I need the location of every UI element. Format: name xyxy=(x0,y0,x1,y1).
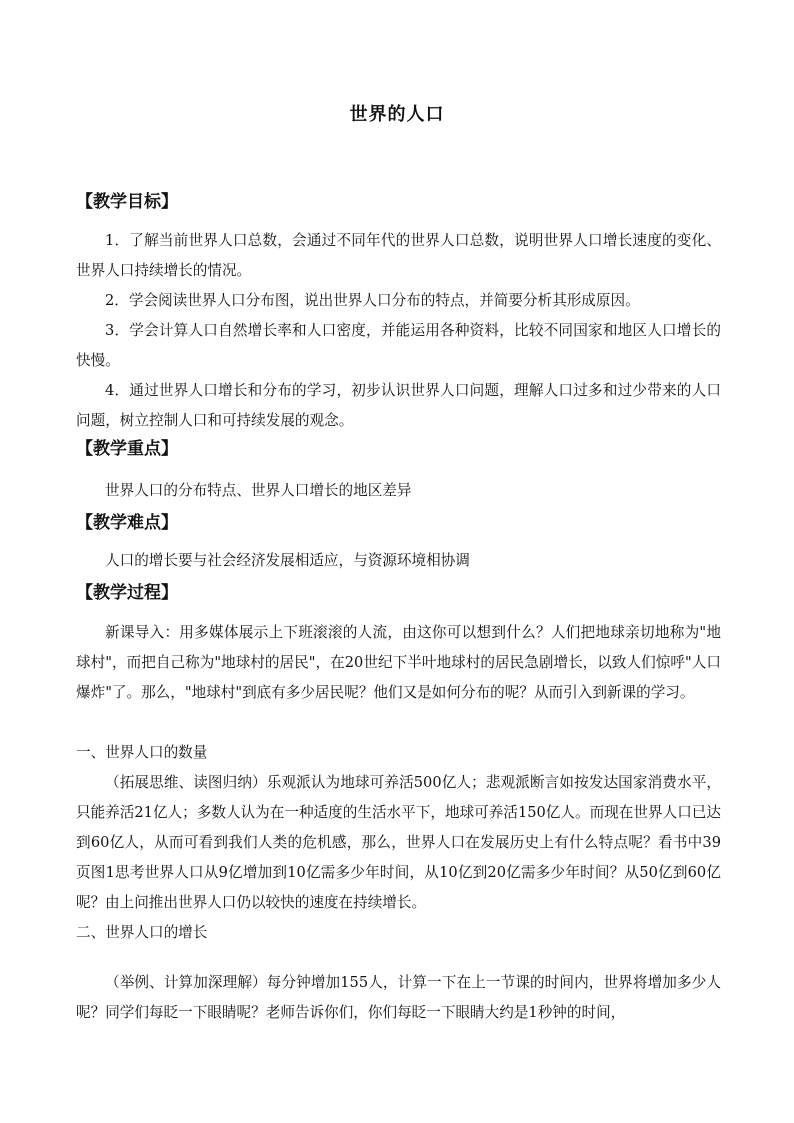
objective-item-2: 2．学会阅读世界人口分布图，说出世界人口分布的特点，并简要分析其形成原因。 xyxy=(105,292,640,309)
objective-item-4: 4．通过世界人口增长和分布的学习，初步认识世界人口问题，理解人口过多和过少带来的人口问题，树立控制人口和可持续发展的观念。 xyxy=(76,382,721,429)
part2-heading: 二、世界人口的增长 xyxy=(76,924,208,941)
difficulties-heading: 【教学难点】 xyxy=(76,513,178,533)
part2-paragraph: （举例、计算加深理解）每分钟增加155人，计算一下在上一节课的时间内，世界将增加多少人呢？同学们每眨一下眼睛呢？老师告诉你们，你们每眨一下眼睛大约是1秒钟的时间， xyxy=(76,974,721,1021)
objective-item-1: 1．了解当前世界人口总数，会通过不同年代的世界人口总数，说明世界人口增长速度的变化、世界人口持续增长的情况。 xyxy=(76,232,721,279)
part1-heading: 一、世界人口的数量 xyxy=(76,744,208,761)
part1-paragraph: （拓展思维、读图归纳）乐观派认为地球可养活500亿人；悲观派断言如按发达国家消费水平，只能养活21亿人；多数人认为在一种适度的生活水平下，地球可养活150亿人。而现在世界人口已达到60亿人，从而可看到我们人类的危机感，那么，世界人口在发展历史上有什么特点呢？看书中39页图1思考世界人口从9亿增加到10亿需多少年时间，从10亿到20亿需多少年时间？从50亿到60亿呢？ xyxy=(76,774,721,911)
page-title: 世界的人口 xyxy=(349,104,445,125)
objective-item-3: 3．学会计算人口自然增长率和人口密度，并能运用各种资料，比较不同国家和地区人口增长的快慢。 xyxy=(76,322,721,369)
process-heading: 【教学过程】 xyxy=(76,583,178,603)
difficulties-text: 人口的增长要与社会经济发展相适应，与资源环境相协调 xyxy=(105,552,470,569)
key-points-heading: 【教学重点】 xyxy=(76,439,178,459)
part1-conclusion: 由上问推出世界人口仍以较快的速度在持续增长。 xyxy=(105,894,427,911)
objectives-heading: 【教学目标】 xyxy=(76,192,178,212)
intro-paragraph: 新课导入：用多媒体展示上下班滚滚的人流，由这你可以想到什么？人们把地球亲切地称为"地球村"，而把自己称为"地球村的居民"，在20世纪下半叶地球村的居民急剧增长，以致人们惊呼"人口爆炸"了。那么，"地球村"到底有多少居民呢？他们又是如何分布的呢？从而引入到新课的学习。 xyxy=(76,624,721,701)
key-points-text: 世界人口的分布特点、世界人口增长的地区差异 xyxy=(105,482,412,499)
